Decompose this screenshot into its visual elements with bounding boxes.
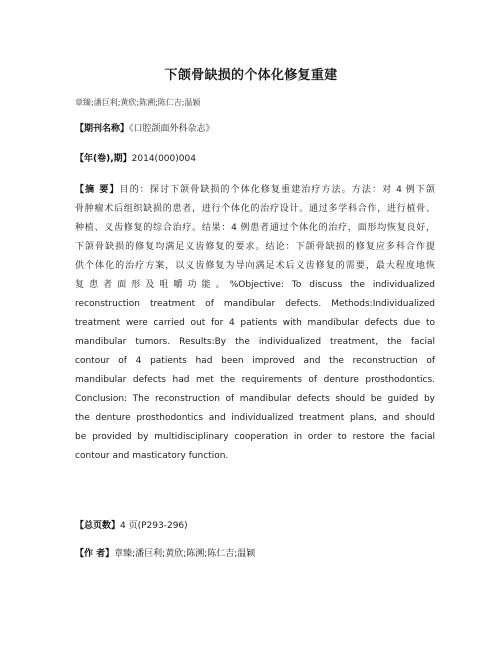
year-issue-value: 2014(000)004 (131, 154, 196, 164)
abstract-line: Conclusion: The reconstruction of mandibular defects should be guided by (75, 394, 435, 404)
abstract-line: 复患者面形及咀嚼功能。%Objective: To discuss the individualized (75, 280, 435, 290)
article-title: 下颌骨缺损的个体化修复重建 (164, 68, 338, 83)
abstract-line: treatment were carried out for 4 patients with mandibular defects due to (75, 318, 435, 328)
abstract-line: 下颌骨缺损的修复均满足义齿修复的要求。结论：下颌骨缺损的修复应多科合作提 (75, 242, 435, 252)
abstract-line: the denture prosthodontics and individualized treatment plans, and should (75, 413, 435, 423)
authors-label: 【作 者】 (75, 549, 115, 559)
year-issue-field (75, 153, 196, 165)
abstract-block (75, 181, 435, 466)
abstract-line: 【摘 要】目的：探讨下颌骨缺损的个体化修复重建治疗方法。方法：对 4 例下颌 (75, 185, 435, 195)
abstract-line: reconstruction treatment of mandibular defects. Methods:Individualized (75, 299, 435, 309)
pages-value: 4 页(P293-296) (120, 521, 188, 531)
abstract-line: mandibular defects had met the requirements of denture prosthodontics. (75, 375, 435, 385)
pages-field (75, 520, 188, 532)
abstract-line: 种植、义齿修复的综合治疗。结果：4 例患者通过个体化的治疗，面形均恢复良好， (75, 223, 435, 233)
authors-line: 章臻;潘巨利;黄欣;陈溯;陈仁吉;温颖 (75, 98, 201, 107)
journal-field (75, 123, 215, 135)
abstract-label: 【摘 要】 (75, 185, 120, 195)
abstract-line: be provided by multidisciplinary cooperation in order to restore the facial (75, 432, 435, 442)
year-issue-label: 【年(卷),期】 (75, 154, 132, 164)
journal-value: 《口腔颌面外科杂志》 (129, 124, 215, 134)
journal-label: 【期刊名称】 (75, 124, 130, 134)
authors-value: 章臻;潘巨利;黄欣;陈溯;陈仁吉;温颖 (114, 549, 256, 559)
abstract-line: contour of 4 patients had been improved and the reconstruction of (75, 356, 435, 366)
authors-field (75, 548, 255, 560)
abstract-line: 供个体化的治疗方案，以义齿修复为导向满足术后义齿修复的需要，最大程度地恢 (75, 261, 435, 271)
abstract-line: contour and masticatory function. (75, 451, 229, 461)
pages-label: 【总页数】 (75, 521, 121, 531)
abstract-line: mandibular tumors. Results:By the individualized treatment, the facial (75, 337, 435, 347)
abstract-line: 骨肿瘤术后组织缺损的患者，进行个体化的治疗设计。通过多学科合作，进行植骨、 (75, 204, 435, 214)
